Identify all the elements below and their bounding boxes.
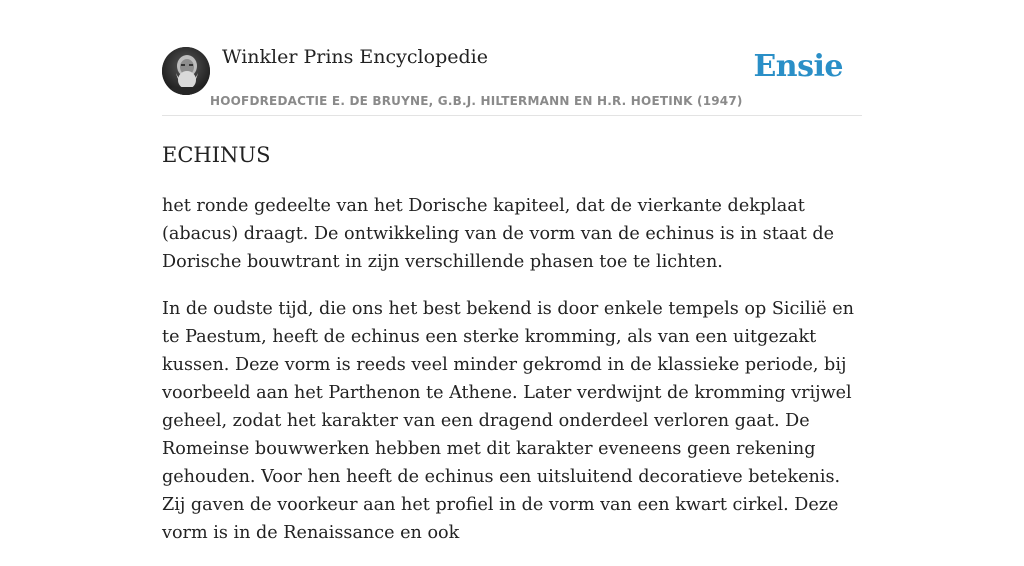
source-title[interactable]: Winkler Prins Encyclopedie	[222, 46, 488, 68]
editors-credit: HOOFDREDACTIE E. DE BRUYNE, G.B.J. HILTERMANN EN H.R. HOETINK (1947)	[210, 94, 743, 108]
article-body	[162, 192, 862, 547]
paragraph: het ronde gedeelte van het Dorische kapiteel, dat de vierkante dekplaat (abacus) draagt. De ontwikkeling van de vorm van de echinus is in staat de Dorische bouwtrant in zijn verschillende phasen toe te lichten.	[162, 196, 835, 272]
page-container	[162, 44, 862, 566]
ensie-logo[interactable]: Ensie	[753, 49, 843, 84]
source-header	[162, 44, 862, 116]
article-title: ECHINUS	[162, 143, 271, 167]
paragraph: In de oudste tijd, die ons het best bekend is door enkele tempels op Sicilië en te Paestum, heeft de echinus een sterke kromming, als van een uitgezakt kussen. Deze vorm is reeds veel minder gekromd in de klassieke periode, bij voorbeeld aan het Parthenon te Athene. Later verdwijnt de kromming vrijwel geheel, zodat het karakter van een dragend onderdeel verloren gaat. De Romeinse bouwwerken hebben met dit karakter eveneens geen rekening gehouden. Voor hen heeft de echinus een uitsluitend decoratieve betekenis. Zij gaven de voorkeur aan het profiel in de vorm van een kwart cirkel. Deze vorm is in de Renaissance en ook	[162, 299, 855, 543]
portrait-icon	[162, 47, 210, 95]
author-avatar[interactable]	[162, 47, 210, 95]
